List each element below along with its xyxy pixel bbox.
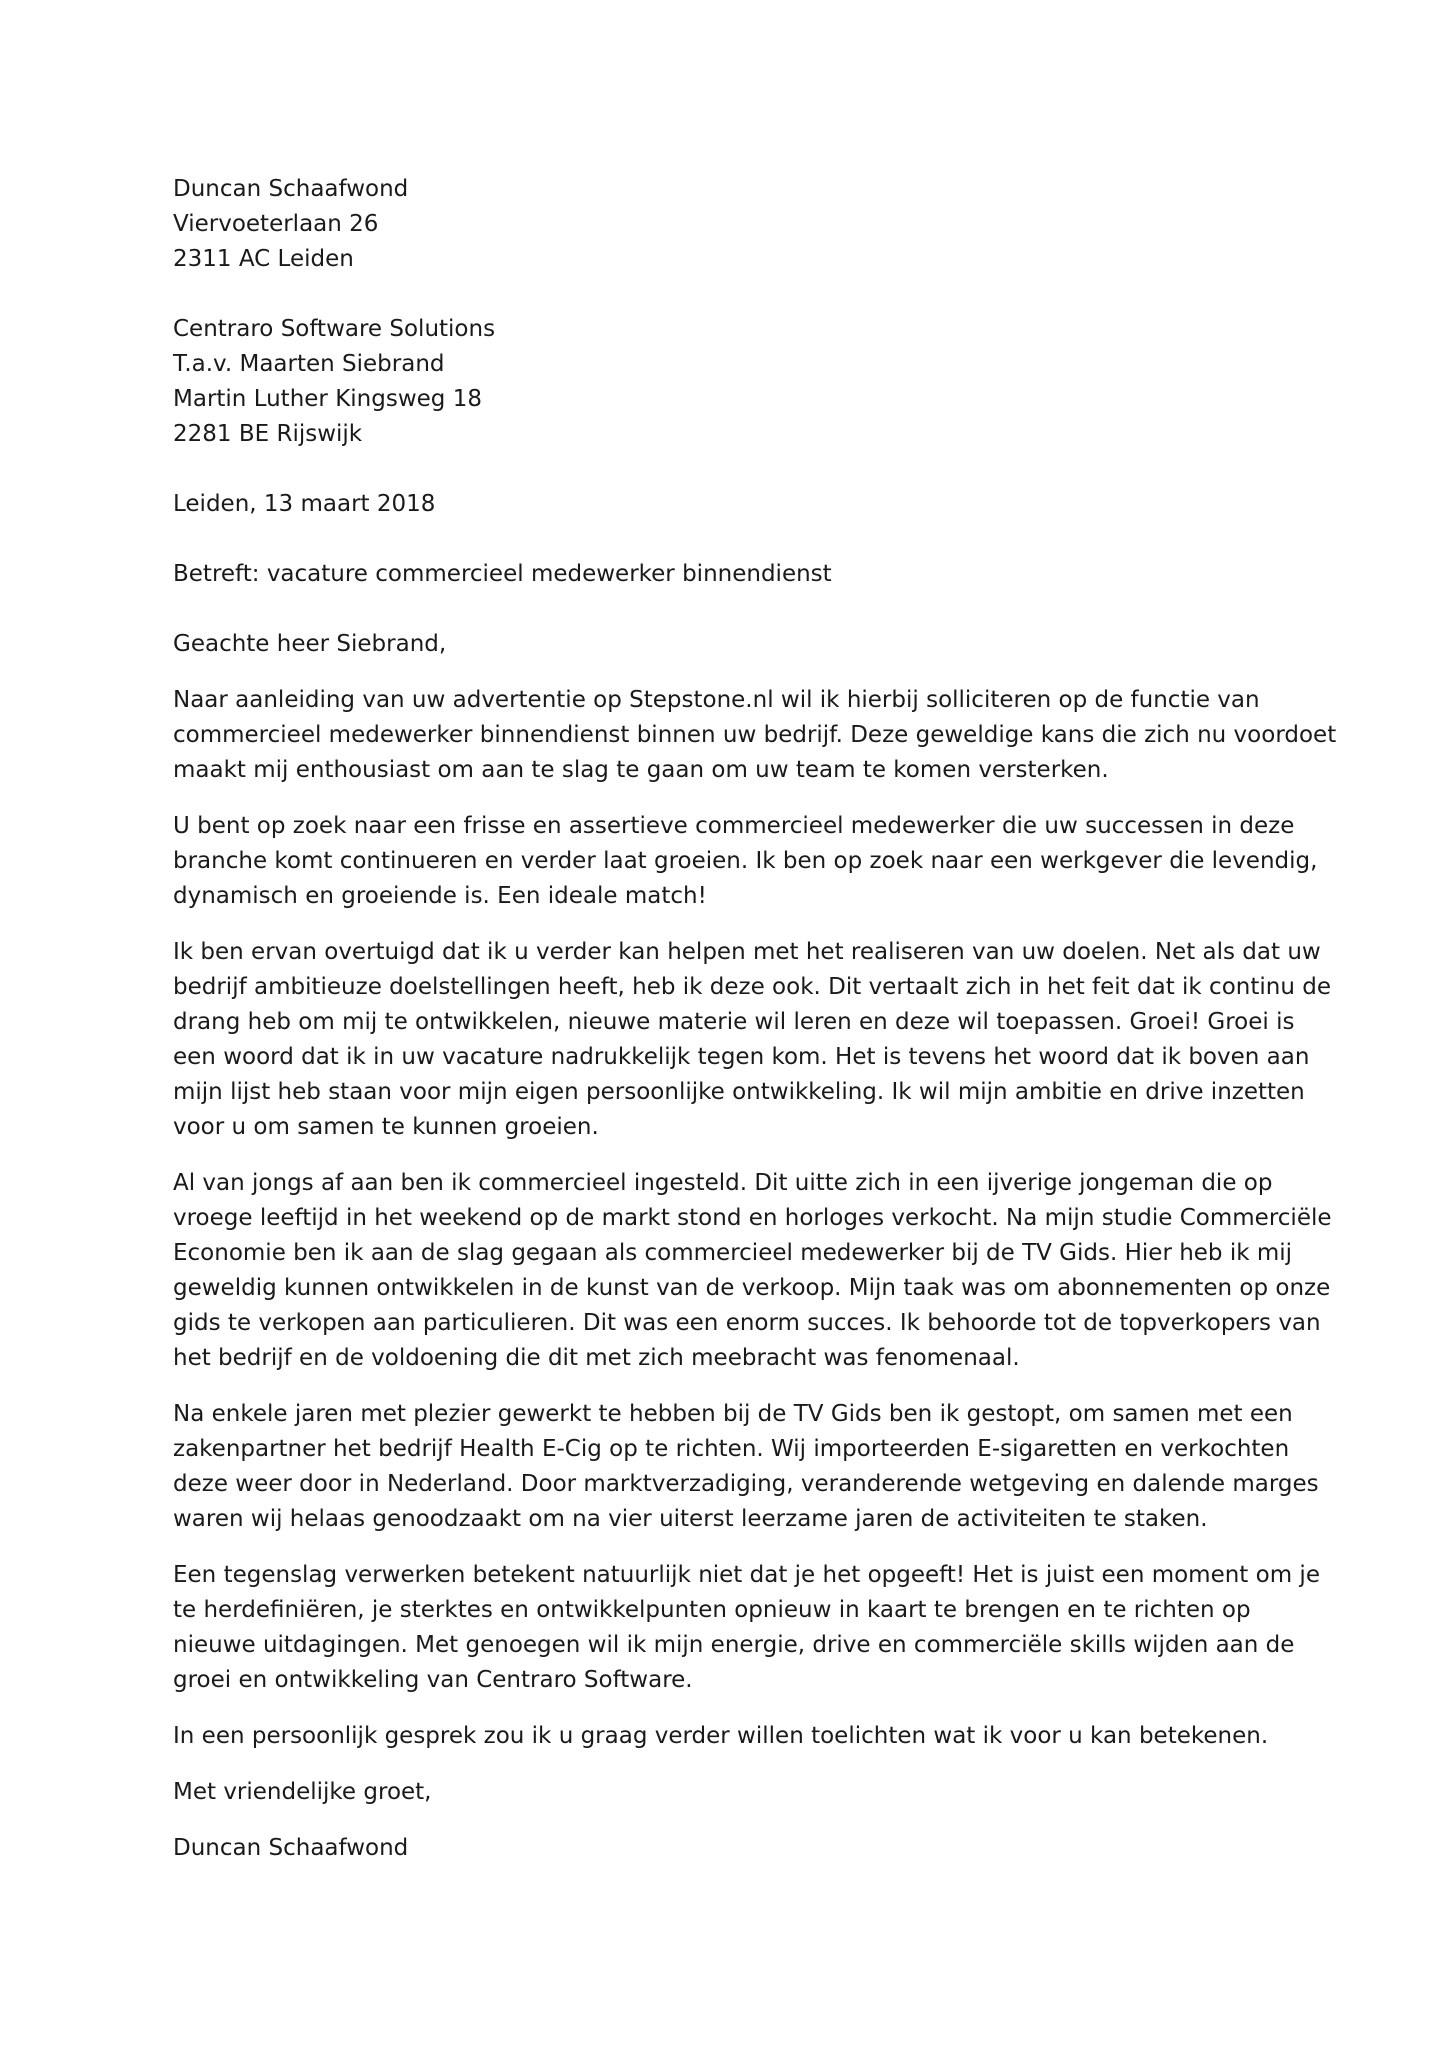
paragraph-line: Economie ben ik aan de slag gegaan als commercieel medewerker bij de TV Gids. Hier heb ik mij xyxy=(173,1240,1293,1266)
paragraph-line: deze weer door in Nederland. Door marktverzadiging, veranderende wetgeving en dalende marges xyxy=(173,1471,1319,1497)
paragraph-line: branche komt continueren en verder laat groeien. Ik ben op zoek naar een werkgever die levendig, xyxy=(173,848,1318,874)
paragraph-line: U bent op zoek naar een frisse en assertieve commercieel medewerker die uw successen in deze xyxy=(173,813,1295,839)
paragraph-line: dynamisch en groeiende is. Een ideale match! xyxy=(173,883,707,909)
paragraph-line: vroege leeftijd in het weekend op de markt stond en horloges verkocht. Na mijn studie Commerciële xyxy=(173,1205,1332,1231)
paragraph-line: maakt mij enthousiast om aan te slag te gaan om uw team te komen versterken. xyxy=(173,757,1109,783)
body-paragraph xyxy=(173,683,1337,788)
body-paragraph xyxy=(173,1166,1332,1376)
place-date xyxy=(173,487,1293,522)
paragraph-line: Ik ben ervan overtuigd dat ik u verder kan helpen met het realiseren van uw doelen. Net als dat uw xyxy=(173,939,1321,965)
sender-city: 2311 AC Leiden xyxy=(173,246,354,272)
letter-content xyxy=(173,172,1337,1866)
recipient-address xyxy=(173,312,1293,452)
signature-name: Duncan Schaafwond xyxy=(173,1835,409,1861)
place-date-text: Leiden, 13 maart 2018 xyxy=(173,491,436,517)
recipient-city: 2281 BE Rijswijk xyxy=(173,421,363,447)
body-paragraph xyxy=(173,809,1318,914)
closing: Met vriendelijke groet, xyxy=(173,1779,432,1805)
body-paragraph xyxy=(173,1558,1320,1698)
sender-street: Viervoeterlaan 26 xyxy=(173,211,379,237)
paragraph-line: Een tegenslag verwerken betekent natuurlijk niet dat je het opgeeft! Het is juist een moment om je xyxy=(173,1562,1320,1588)
paragraph-line: zakenpartner het bedrijf Health E-Cig op te richten. Wij importeerden E-sigaretten en verkochten xyxy=(173,1436,1290,1462)
paragraph-line: waren wij helaas genoodzaakt om na vier uiterst leerzame jaren de activiteiten te staken. xyxy=(173,1506,1208,1532)
paragraph-line: drang heb om mij te ontwikkelen, nieuwe materie wil leren en deze wil toepassen. Groei! Groei is xyxy=(173,1009,1295,1035)
paragraph-line: mijn lijst heb staan voor mijn eigen persoonlijke ontwikkeling. Ik wil mijn ambitie en drive inzetten xyxy=(173,1079,1305,1105)
body-paragraph xyxy=(173,1719,1293,1754)
sender-address xyxy=(173,172,1293,277)
sender-name: Duncan Schaafwond xyxy=(173,176,409,202)
paragraph-line: geweldig kunnen ontwikkelen in de kunst van de verkoop. Mijn taak was om abonnementen op onze xyxy=(173,1275,1331,1301)
paragraph-line: groei en ontwikkeling van Centraro Software. xyxy=(173,1667,693,1693)
paragraph-line: Al van jongs af aan ben ik commercieel ingesteld. Dit uitte zich in een ijverige jongeman die op xyxy=(173,1170,1273,1196)
paragraph-line: In een persoonlijk gesprek zou ik u graag verder willen toelichten wat ik voor u kan betekenen. xyxy=(173,1723,1269,1749)
body-paragraph xyxy=(173,935,1331,1145)
paragraph-line: Naar aanleiding van uw advertentie op Stepstone.nl wil ik hierbij solliciteren op de functie van xyxy=(173,687,1260,713)
paragraph-line: Na enkele jaren met plezier gewerkt te hebben bij de TV Gids ben ik gestopt, om samen met een xyxy=(173,1401,1293,1427)
paragraph-line: commercieel medewerker binnendienst binnen uw bedrijf. Deze geweldige kans die zich nu voordoet xyxy=(173,722,1337,748)
salutation: Geachte heer Siebrand, xyxy=(173,631,447,657)
recipient-attention: T.a.v. Maarten Siebrand xyxy=(173,351,445,377)
paragraph-line: gids te verkopen aan particulieren. Dit was een enorm succes. Ik behoorde tot de topverkopers van xyxy=(173,1310,1321,1336)
paragraph-line: het bedrijf en de voldoening die dit met zich meebracht was fenomenaal. xyxy=(173,1345,1020,1371)
recipient-company: Centraro Software Solutions xyxy=(173,316,496,342)
paragraph-line: een woord dat ik in uw vacature nadrukkelijk tegen kom. Het is tevens het woord dat ik boven aan xyxy=(173,1044,1310,1070)
body-paragraph xyxy=(173,1397,1319,1537)
subject-line: Betreft: vacature commercieel medewerker binnendienst xyxy=(173,561,832,587)
paragraph-line: bedrijf ambitieuze doelstellingen heeft, heb ik deze ook. Dit vertaalt zich in het feit dat ik continu de xyxy=(173,974,1331,1000)
paragraph-line: nieuwe uitdagingen. Met genoegen wil ik mijn energie, drive en commerciële skills wijden aan de xyxy=(173,1632,1295,1658)
paragraph-line: te herdefiniëren, je sterktes en ontwikkelpunten opnieuw in kaart te brengen en te richten op xyxy=(173,1597,1251,1623)
paragraph-line: voor u om samen te kunnen groeien. xyxy=(173,1114,599,1140)
recipient-street: Martin Luther Kingsweg 18 xyxy=(173,386,482,412)
